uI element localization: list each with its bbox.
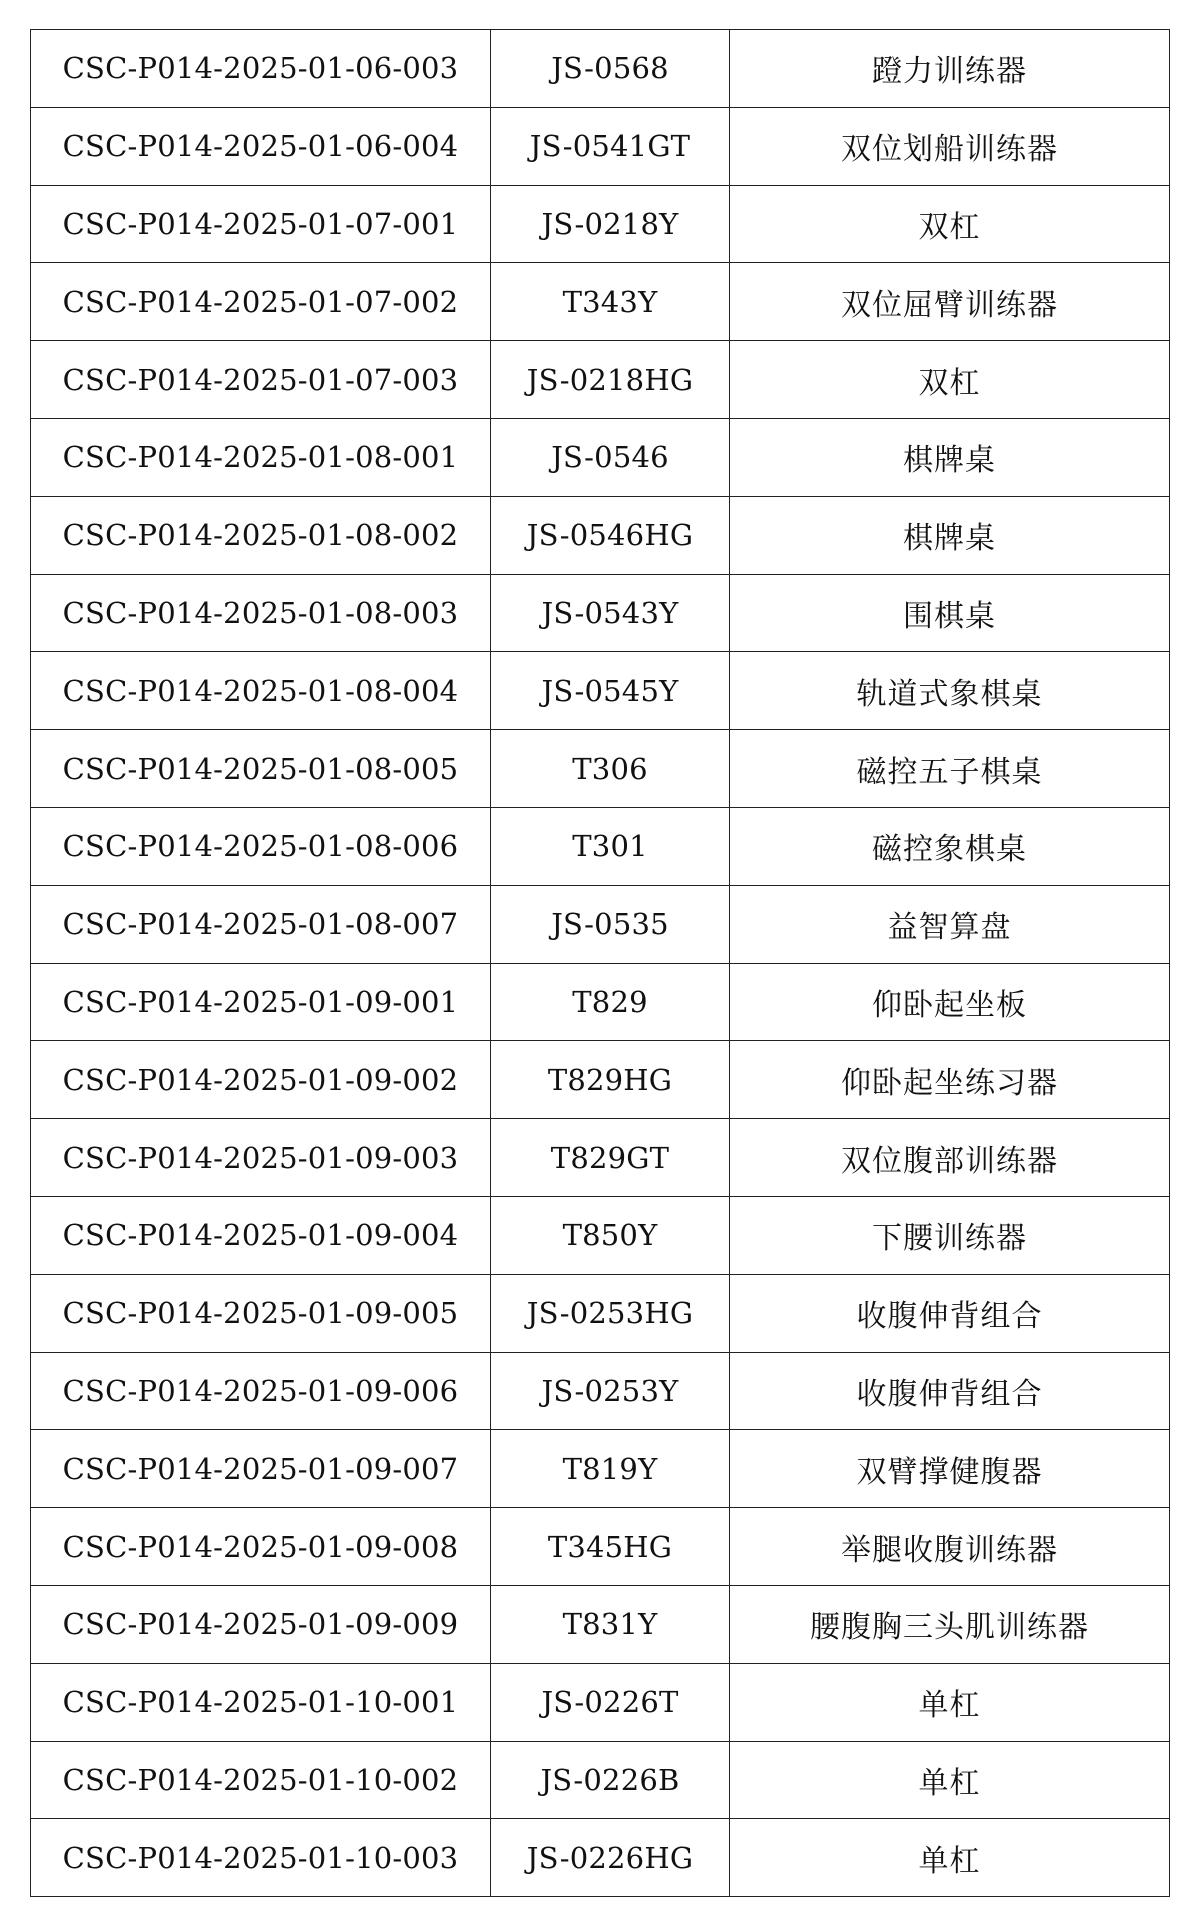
cell-code: CSC-P014-2025-01-07-003 bbox=[31, 341, 491, 419]
cell-code: CSC-P014-2025-01-10-001 bbox=[31, 1663, 491, 1741]
cell-model: T829HG bbox=[491, 1041, 730, 1119]
equipment-table bbox=[30, 29, 1170, 1897]
cell-name: 益智算盘 bbox=[730, 885, 1170, 963]
cell-name: 磁控五子棋桌 bbox=[730, 730, 1170, 808]
cell-model: JS-0546 bbox=[491, 418, 730, 496]
cell-code: CSC-P014-2025-01-09-007 bbox=[31, 1430, 491, 1508]
table-row bbox=[31, 1819, 1170, 1897]
cell-model: JS-0546HG bbox=[491, 496, 730, 574]
cell-name: 仰卧起坐练习器 bbox=[730, 1041, 1170, 1119]
equipment-table-container bbox=[30, 29, 1169, 1897]
cell-name: 双杠 bbox=[730, 185, 1170, 263]
cell-name: 下腰训练器 bbox=[730, 1196, 1170, 1274]
table-row bbox=[31, 263, 1170, 341]
cell-code: CSC-P014-2025-01-09-009 bbox=[31, 1585, 491, 1663]
table-row bbox=[31, 1741, 1170, 1819]
cell-model: T831Y bbox=[491, 1585, 730, 1663]
cell-name: 轨道式象棋桌 bbox=[730, 652, 1170, 730]
cell-code: CSC-P014-2025-01-08-006 bbox=[31, 807, 491, 885]
equipment-table-body bbox=[31, 30, 1170, 1897]
cell-model: JS-0568 bbox=[491, 30, 730, 108]
cell-code: CSC-P014-2025-01-09-001 bbox=[31, 963, 491, 1041]
cell-model: JS-0541GT bbox=[491, 107, 730, 185]
table-row bbox=[31, 1119, 1170, 1197]
cell-model: T829 bbox=[491, 963, 730, 1041]
table-row bbox=[31, 1352, 1170, 1430]
cell-name: 单杠 bbox=[730, 1819, 1170, 1897]
cell-code: CSC-P014-2025-01-06-004 bbox=[31, 107, 491, 185]
cell-code: CSC-P014-2025-01-08-002 bbox=[31, 496, 491, 574]
cell-model: T306 bbox=[491, 730, 730, 808]
cell-model: JS-0218Y bbox=[491, 185, 730, 263]
cell-name: 收腹伸背组合 bbox=[730, 1274, 1170, 1352]
table-row bbox=[31, 1508, 1170, 1586]
cell-code: CSC-P014-2025-01-09-008 bbox=[31, 1508, 491, 1586]
cell-model: JS-0226T bbox=[491, 1663, 730, 1741]
cell-code: CSC-P014-2025-01-08-001 bbox=[31, 418, 491, 496]
cell-code: CSC-P014-2025-01-10-003 bbox=[31, 1819, 491, 1897]
cell-model: JS-0253Y bbox=[491, 1352, 730, 1430]
table-row bbox=[31, 30, 1170, 108]
cell-name: 磁控象棋桌 bbox=[730, 807, 1170, 885]
cell-code: CSC-P014-2025-01-08-005 bbox=[31, 730, 491, 808]
table-row bbox=[31, 885, 1170, 963]
table-row bbox=[31, 1274, 1170, 1352]
table-row bbox=[31, 185, 1170, 263]
table-row bbox=[31, 730, 1170, 808]
cell-name: 双杠 bbox=[730, 341, 1170, 419]
cell-name: 双位划船训练器 bbox=[730, 107, 1170, 185]
cell-code: CSC-P014-2025-01-09-002 bbox=[31, 1041, 491, 1119]
cell-name: 双臂撑健腹器 bbox=[730, 1430, 1170, 1508]
cell-model: T345HG bbox=[491, 1508, 730, 1586]
cell-name: 单杠 bbox=[730, 1741, 1170, 1819]
cell-name: 举腿收腹训练器 bbox=[730, 1508, 1170, 1586]
cell-code: CSC-P014-2025-01-09-006 bbox=[31, 1352, 491, 1430]
cell-name: 棋牌桌 bbox=[730, 418, 1170, 496]
cell-name: 围棋桌 bbox=[730, 574, 1170, 652]
cell-name: 棋牌桌 bbox=[730, 496, 1170, 574]
table-row bbox=[31, 1663, 1170, 1741]
cell-model: T829GT bbox=[491, 1119, 730, 1197]
table-row bbox=[31, 1041, 1170, 1119]
cell-model: T819Y bbox=[491, 1430, 730, 1508]
cell-name: 蹬力训练器 bbox=[730, 30, 1170, 108]
table-row bbox=[31, 1430, 1170, 1508]
cell-code: CSC-P014-2025-01-08-004 bbox=[31, 652, 491, 730]
cell-model: T343Y bbox=[491, 263, 730, 341]
table-row bbox=[31, 496, 1170, 574]
cell-code: CSC-P014-2025-01-08-007 bbox=[31, 885, 491, 963]
cell-name: 单杠 bbox=[730, 1663, 1170, 1741]
cell-code: CSC-P014-2025-01-08-003 bbox=[31, 574, 491, 652]
cell-model: JS-0535 bbox=[491, 885, 730, 963]
cell-model: JS-0226HG bbox=[491, 1819, 730, 1897]
cell-name: 双位腹部训练器 bbox=[730, 1119, 1170, 1197]
cell-model: T301 bbox=[491, 807, 730, 885]
cell-model: T850Y bbox=[491, 1196, 730, 1274]
cell-model: JS-0545Y bbox=[491, 652, 730, 730]
cell-name: 仰卧起坐板 bbox=[730, 963, 1170, 1041]
cell-code: CSC-P014-2025-01-09-003 bbox=[31, 1119, 491, 1197]
cell-code: CSC-P014-2025-01-09-005 bbox=[31, 1274, 491, 1352]
cell-name: 双位屈臂训练器 bbox=[730, 263, 1170, 341]
table-row bbox=[31, 807, 1170, 885]
cell-code: CSC-P014-2025-01-07-001 bbox=[31, 185, 491, 263]
table-row bbox=[31, 1196, 1170, 1274]
table-row bbox=[31, 1585, 1170, 1663]
table-row bbox=[31, 418, 1170, 496]
cell-code: CSC-P014-2025-01-07-002 bbox=[31, 263, 491, 341]
table-row bbox=[31, 574, 1170, 652]
cell-model: JS-0253HG bbox=[491, 1274, 730, 1352]
table-row bbox=[31, 107, 1170, 185]
table-row bbox=[31, 652, 1170, 730]
cell-code: CSC-P014-2025-01-09-004 bbox=[31, 1196, 491, 1274]
cell-model: JS-0543Y bbox=[491, 574, 730, 652]
table-row bbox=[31, 341, 1170, 419]
cell-name: 腰腹胸三头肌训练器 bbox=[730, 1585, 1170, 1663]
cell-name: 收腹伸背组合 bbox=[730, 1352, 1170, 1430]
cell-code: CSC-P014-2025-01-10-002 bbox=[31, 1741, 491, 1819]
cell-model: JS-0226B bbox=[491, 1741, 730, 1819]
table-row bbox=[31, 963, 1170, 1041]
cell-code: CSC-P014-2025-01-06-003 bbox=[31, 30, 491, 108]
cell-model: JS-0218HG bbox=[491, 341, 730, 419]
